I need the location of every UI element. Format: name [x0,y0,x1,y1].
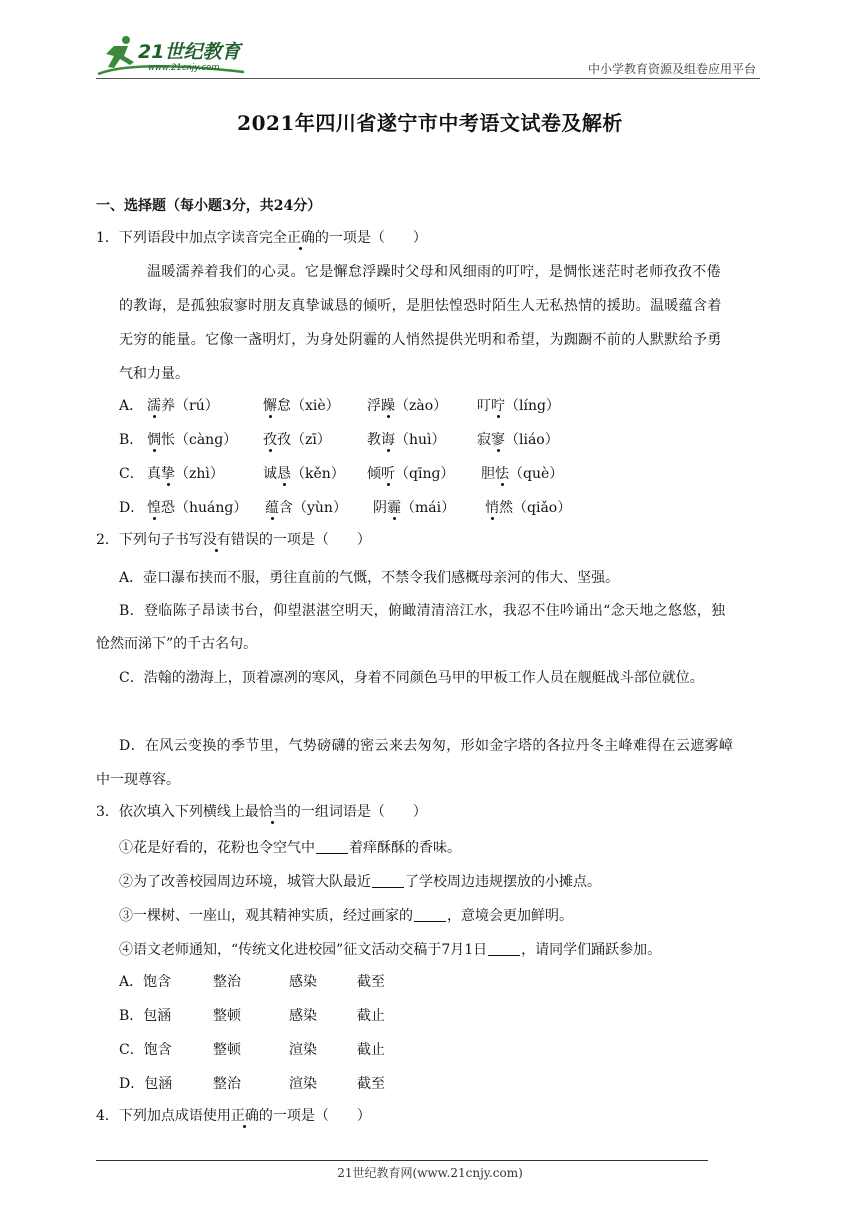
question-3-stem: 3．依次填入下列横线上最恰当的一组词语是（ ） [96,804,427,820]
q1-paragraph-line-4: 气和力量。 [119,366,189,382]
q1-paragraph-line-2: 的教诲，是孤独寂寥时朋友真挚诚恳的倾听，是胆怯惶恐时陌生人无私热情的援助。温暖蕴含着 [119,298,722,314]
q2-option-a: A．壶口瀑布挟而不服，勇往直前的气慨，不禁令我们感概母亲河的伟大、坚强。 [119,570,620,586]
fill-blank [316,840,348,854]
q2-option-d-line-2: 中一现尊容。 [96,772,180,788]
logo-url: www.21cnjy.com [148,63,220,73]
question-4-stem: 4．下列加点成语使用正确的一项是（ ） [96,1108,371,1124]
document-title: 2021年四川省遂宁市中考语文试卷及解析 [237,111,623,135]
q2-option-c: C．浩翰的渤海上，顶着凛冽的寒风，身着不同颜色马甲的甲板工作人员在舰艇战斗部位就位。 [119,670,704,686]
q1-paragraph-line-3: 无穷的能量。它像一盏明灯，为身处阴霾的人悄然提供光明和希望，为踟蹰不前的人默默给予勇 [119,332,722,348]
q3-sentence-4: ④语文老师通知，“传统文化进校园”征文活动交稿于7月1日 ，请同学们踊跃参加。 [119,942,662,958]
header-divider [96,78,760,79]
header-platform-text: 中小学教育资源及组卷应用平台 [587,62,756,76]
footer-divider [96,1160,708,1161]
footer-site-text: 21世纪教育网(www.21cnjy.com) [337,1166,523,1180]
q3-sentence-1: ①花是好看的，花粉也令空气中 着痒酥酥的香味。 [119,840,461,856]
logo-text: 21世纪教育 [138,41,241,63]
section-heading: 一、选择题（每小题3分，共24分） [96,198,322,214]
question-2-stem: 2．下列句子书写没有错误的一项是（ ） [96,532,371,548]
q3-sentence-3: ③一棵树、一座山，观其精神实质，经过画家的 ，意境会更加鲜明。 [119,908,573,924]
q3-sentence-2: ②为了改善校园周边环境，城管大队最近 了学校周边违规摆放的小摊点。 [119,874,601,890]
q2-option-b-line-1: B．登临陈子昂读书台，仰望湛湛空明天，俯瞰清清涪江水，我忍不住吟诵出“念天地之悠悠，独 [119,603,726,619]
site-logo [94,34,264,78]
q2-option-d-line-1: D．在风云变换的季节里，气势磅礴的密云来去匆匆，形如金字塔的各拉丹冬主峰难得在云遮雾嶂 [119,738,734,754]
fill-blank [414,908,446,922]
question-1-stem: 1．下列语段中加点字读音完全正确的一项是（ ） [96,230,427,246]
q1-paragraph-line-1: 温暖濡养着我们的心灵。它是懈怠浮躁时父母和风细雨的叮咛，是惆怅迷茫时老师孜孜不倦 [147,264,721,280]
fill-blank [372,874,404,888]
fill-blank [488,942,520,956]
q2-option-b-line-2: 怆然而涕下”的千古名句。 [96,636,258,652]
